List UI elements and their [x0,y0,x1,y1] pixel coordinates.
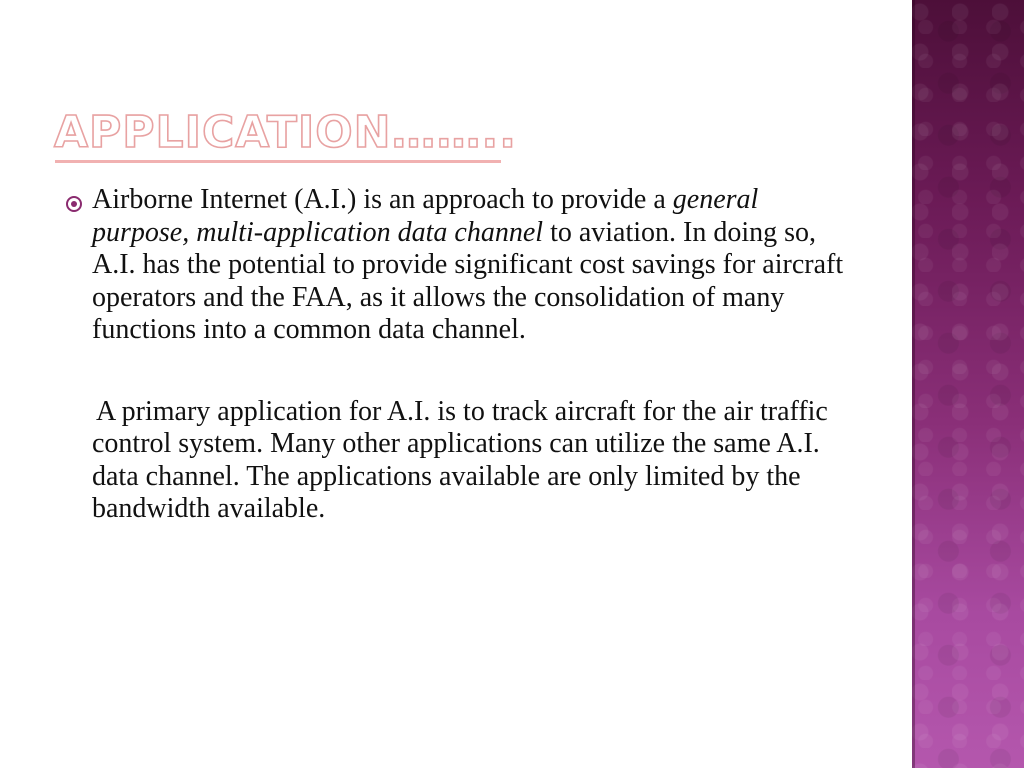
bullet-text-italic: general purpose, multi-application data channel [92,184,759,248]
decorative-side-band [912,0,1024,768]
title-underline [55,160,501,163]
bullet-paragraph [92,184,860,347]
bullet-text-end: to aviation. In doing so, A.I. has the potential to provide significant cost savings for aircraft operators and the FAA, as it allows the consolidation of many functions into a common data channel. [92,216,844,345]
slide-title: APPLICATION…….. [54,107,517,158]
second-paragraph: A primary application for A.I. is to track aircraft for the air traffic control system. Many other applications can utilize the same A.I. data channel. The applications available are only limited by the bandwidth available. [92,395,828,524]
bullet-text-start: Airborne Internet (A.I.) is an approach to provide a [92,184,673,215]
side-band-texture [912,0,1024,768]
slide-content [60,184,860,526]
side-band-edge [912,0,915,768]
title-container [54,107,517,166]
target-circle-icon [66,196,82,212]
bullet-item [60,184,860,347]
